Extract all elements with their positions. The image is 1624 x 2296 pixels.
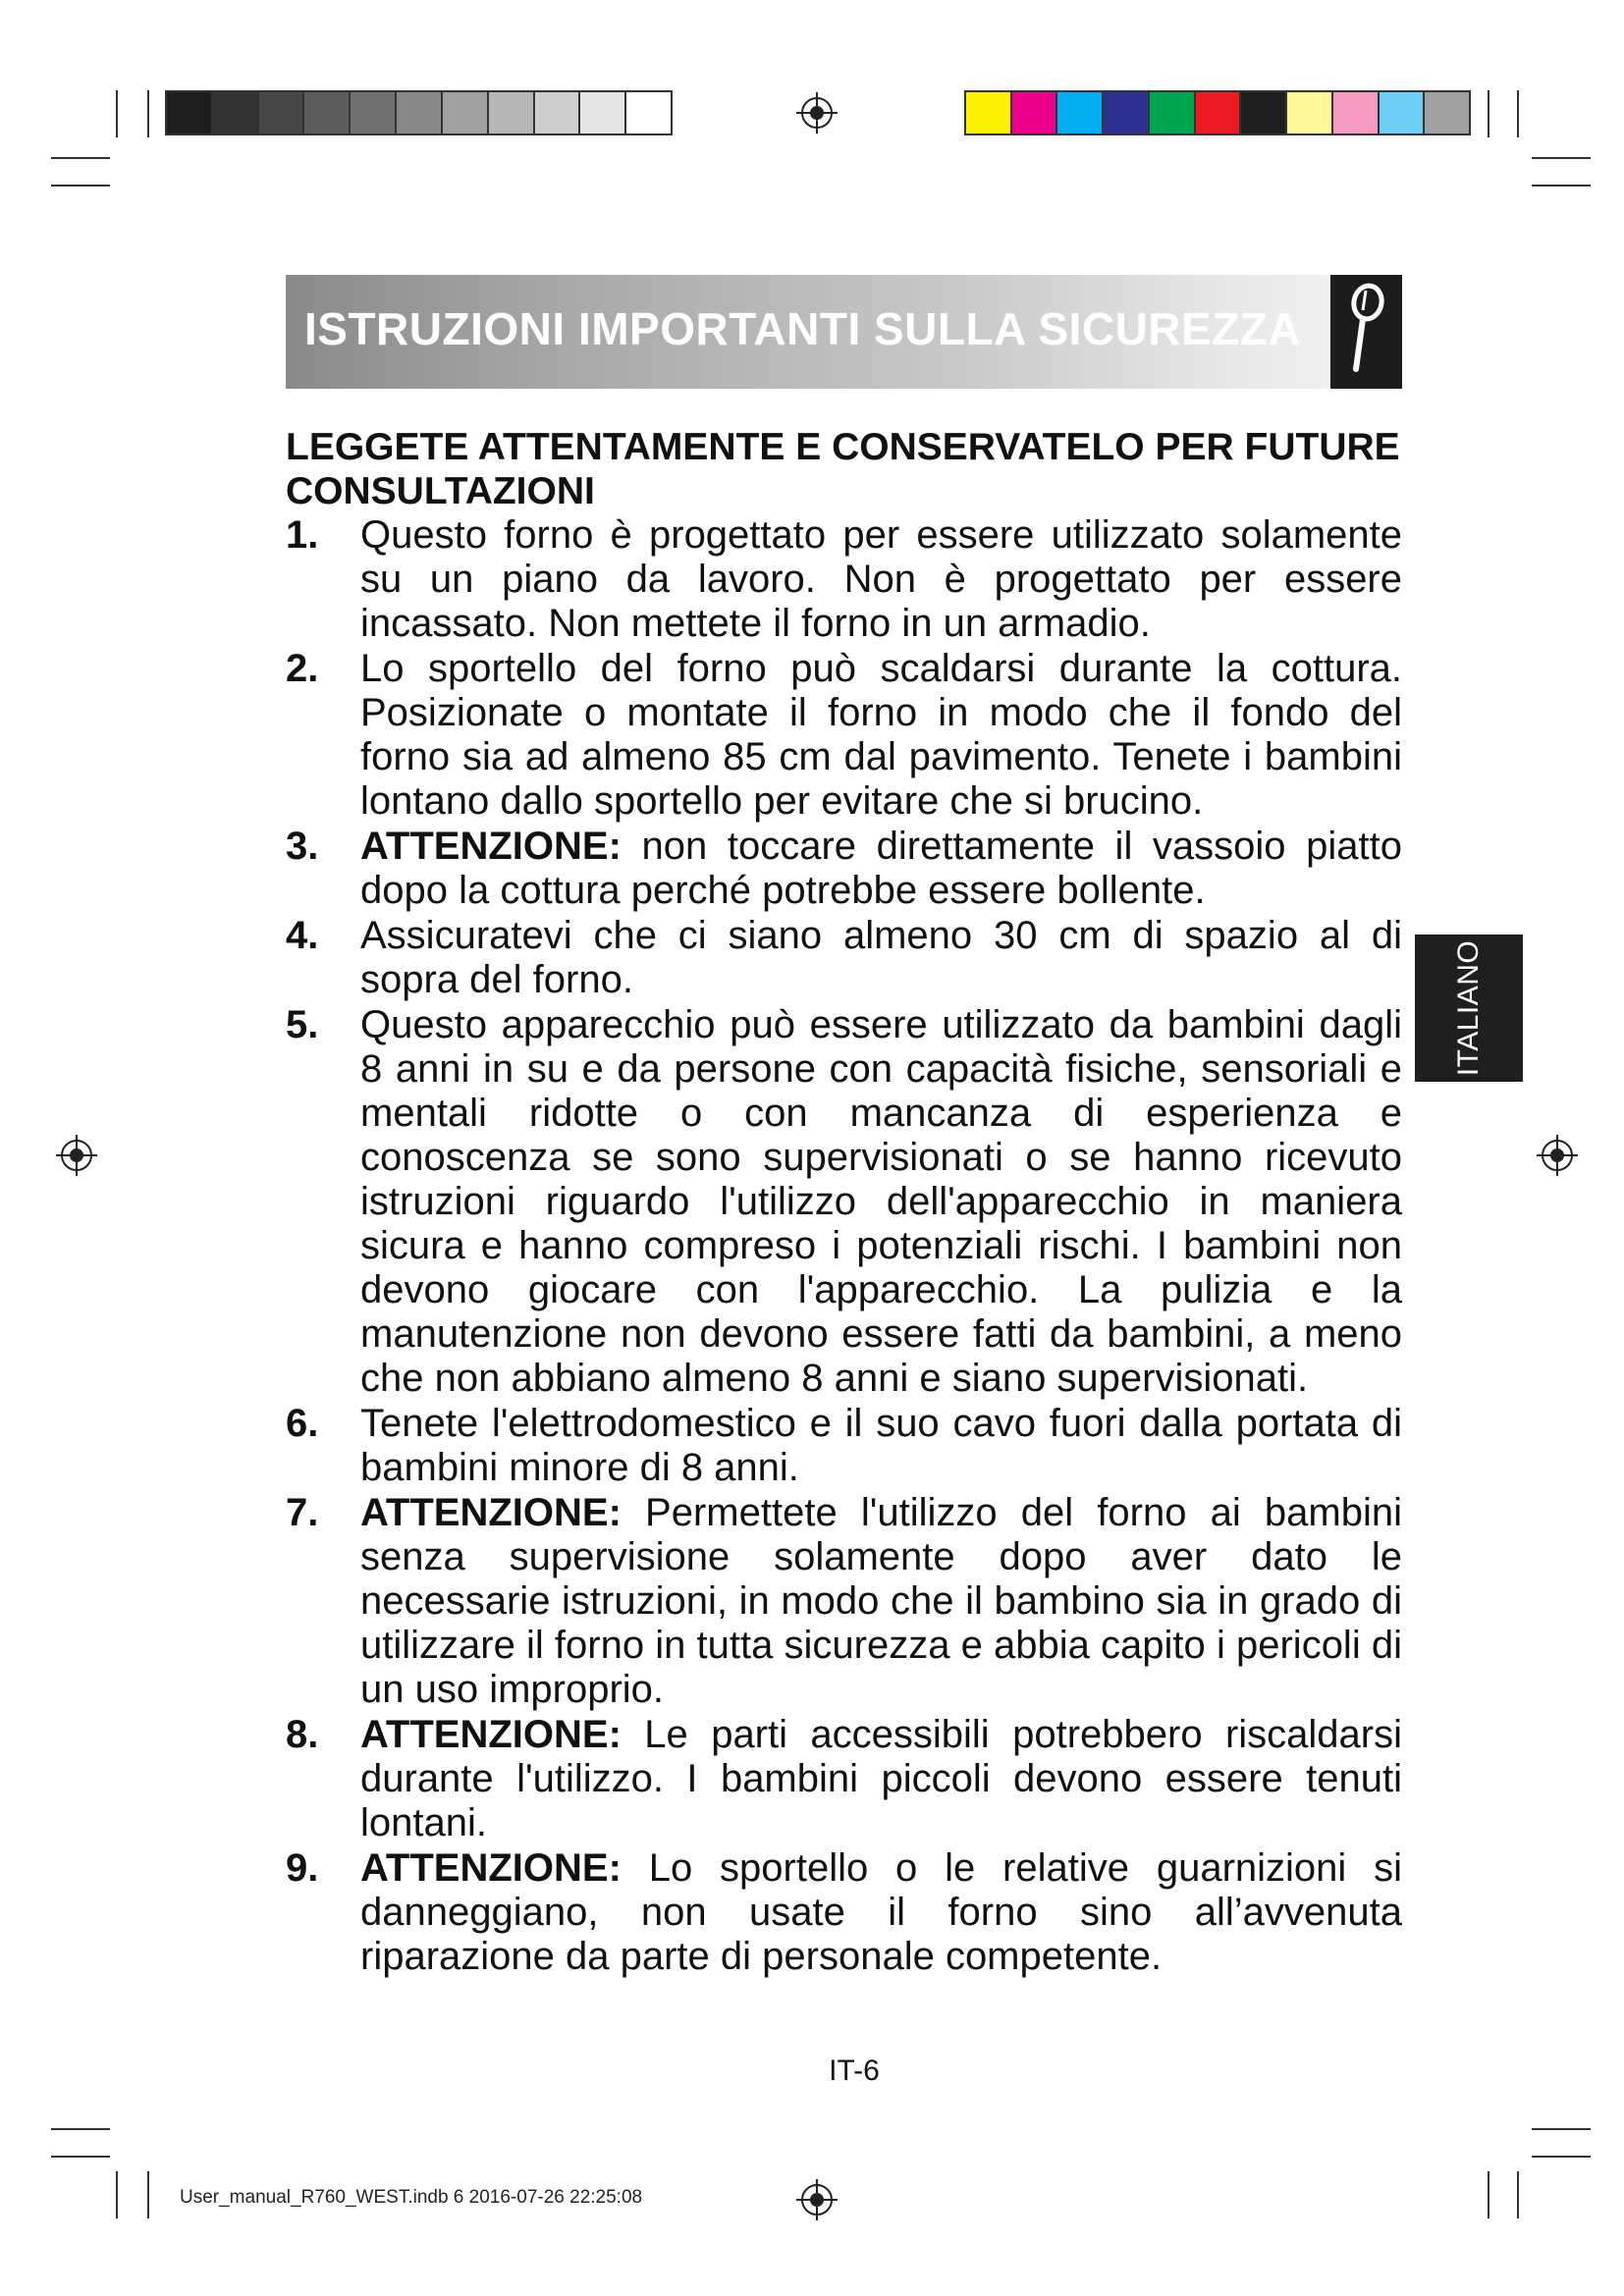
list-item xyxy=(286,1003,1402,1401)
list-item-number: 1. xyxy=(286,513,319,557)
calibration-swatch xyxy=(1380,92,1426,133)
calibration-swatch xyxy=(966,92,1012,133)
list-item xyxy=(286,1713,1402,1845)
calibration-swatch xyxy=(626,92,671,133)
calibration-swatch xyxy=(351,92,397,133)
color-calibration-bar xyxy=(964,90,1471,135)
calibration-swatch xyxy=(167,92,213,133)
list-item-text: Lo sportello del forno può scaldarsi durante la cottura. Posizionate o montate il forno in modo che il fondo del forno sia ad almeno 85 cm dal pavimento. Tenete i bambini lontano dallo sportello per evitare che si brucino. xyxy=(360,647,1402,823)
document-heading: LEGGETE ATTENTAMENTE E CONSERVATELO PER FUTURE CONSULTAZIONI xyxy=(286,426,1400,512)
warning-label: ATTENZIONE: xyxy=(360,1846,622,1890)
safety-instructions-list xyxy=(286,513,1402,1980)
list-item-text: Lo sportello o le relative guarnizioni si danneggiano, non usate il forno sino all’avvenuta riparazione da parte di personale competente. xyxy=(360,1846,1402,1978)
calibration-swatch xyxy=(1196,92,1242,133)
registration-mark-icon xyxy=(55,1134,98,1177)
warning-label: ATTENZIONE: xyxy=(360,1713,622,1756)
list-item-number: 2. xyxy=(286,647,319,690)
list-item-number: 7. xyxy=(286,1491,319,1534)
list-item xyxy=(286,647,1402,824)
list-item-text: Questo apparecchio può essere utilizzato da bambini dagli 8 anni in su e da persone con capacità fisiche, sensoriali e mentali ridotte o con mancanza di esperienza e conoscenza se sono supervisionati o se hanno ricevuto istruzioni riguardo l'utilizzo dell'apparecchio in maniera sicura e hanno compreso i potenziali rischi. I bambini non devono giocare con l'apparecchio. La pulizia e la manutenzione non devono essere fatti da bambini, a meno che non abbiano almeno 8 anni e siano supervisionati. xyxy=(360,1003,1402,1400)
registration-mark-icon xyxy=(795,91,839,134)
calibration-swatch xyxy=(213,92,259,133)
magnifier-icon xyxy=(1330,275,1402,389)
list-item-number: 8. xyxy=(286,1713,319,1756)
banner-icon-box xyxy=(1330,275,1402,389)
list-item-number: 4. xyxy=(286,914,319,957)
list-item-text: Le parti accessibili potrebbero riscaldarsi durante l'utilizzo. I bambini piccoli devono essere tenuti lontani. xyxy=(360,1713,1402,1844)
list-item xyxy=(286,1846,1402,1979)
section-title: ISTRUZIONI IMPORTANTI SULLA SICUREZZA xyxy=(304,303,1302,354)
registration-mark-icon xyxy=(795,2178,839,2221)
calibration-swatch xyxy=(1012,92,1058,133)
calibration-swatch xyxy=(1241,92,1287,133)
calibration-swatch xyxy=(580,92,626,133)
calibration-swatch xyxy=(443,92,489,133)
list-item xyxy=(286,825,1402,913)
calibration-swatch xyxy=(1150,92,1196,133)
list-item-number: 6. xyxy=(286,1402,319,1445)
list-item xyxy=(286,1402,1402,1490)
list-item-number: 5. xyxy=(286,1003,319,1046)
list-item-text: Questo forno è progettato per essere utilizzato solamente su un piano da lavoro. Non è progettato per essere incassato. Non mettete il forno in un armadio. xyxy=(360,513,1402,645)
calibration-swatch xyxy=(1057,92,1104,133)
calibration-swatch xyxy=(489,92,535,133)
registration-mark-icon xyxy=(1536,1134,1579,1177)
list-item-text: Tenete l'elettrodomestico e il suo cavo fuori dalla portata di bambini minore di 8 anni. xyxy=(360,1402,1402,1489)
calibration-swatch xyxy=(1104,92,1150,133)
warning-label: ATTENZIONE: xyxy=(360,825,622,868)
list-item xyxy=(286,914,1402,1002)
calibration-swatch xyxy=(1425,92,1469,133)
list-item-text: Permettete l'utilizzo del forno ai bambini senza supervisione solamente dopo aver dato le necessarie istruzioni, in modo che il bambino sia in grado di utilizzare il forno in tutta sicurezza e abbia capito i pericoli di un uso improprio. xyxy=(360,1491,1402,1711)
page-number: IT-6 xyxy=(829,2055,880,2087)
print-footer: User_manual_R760_WEST.indb 6 2016-07-26 22:25:08 xyxy=(180,2187,643,2208)
calibration-swatch xyxy=(1333,92,1380,133)
warning-label: ATTENZIONE: xyxy=(360,1491,622,1534)
calibration-swatch xyxy=(304,92,351,133)
calibration-swatch xyxy=(1287,92,1333,133)
list-item-text: Assicuratevi che ci siano almeno 30 cm di spazio al di sopra del forno. xyxy=(360,914,1402,1001)
list-item xyxy=(286,1491,1402,1712)
list-item-number: 3. xyxy=(286,825,319,868)
list-item-number: 9. xyxy=(286,1846,319,1890)
calibration-swatch xyxy=(397,92,443,133)
list-item-text: non toccare direttamente il vassoio piatto dopo la cottura perché potrebbe essere bollente. xyxy=(360,825,1402,912)
calibration-swatch xyxy=(259,92,305,133)
calibration-swatch xyxy=(535,92,581,133)
language-tab-label: ITALIANO xyxy=(1452,939,1485,1077)
list-item xyxy=(286,513,1402,646)
grayscale-calibration-bar xyxy=(165,90,673,135)
language-tab xyxy=(1415,934,1523,1082)
